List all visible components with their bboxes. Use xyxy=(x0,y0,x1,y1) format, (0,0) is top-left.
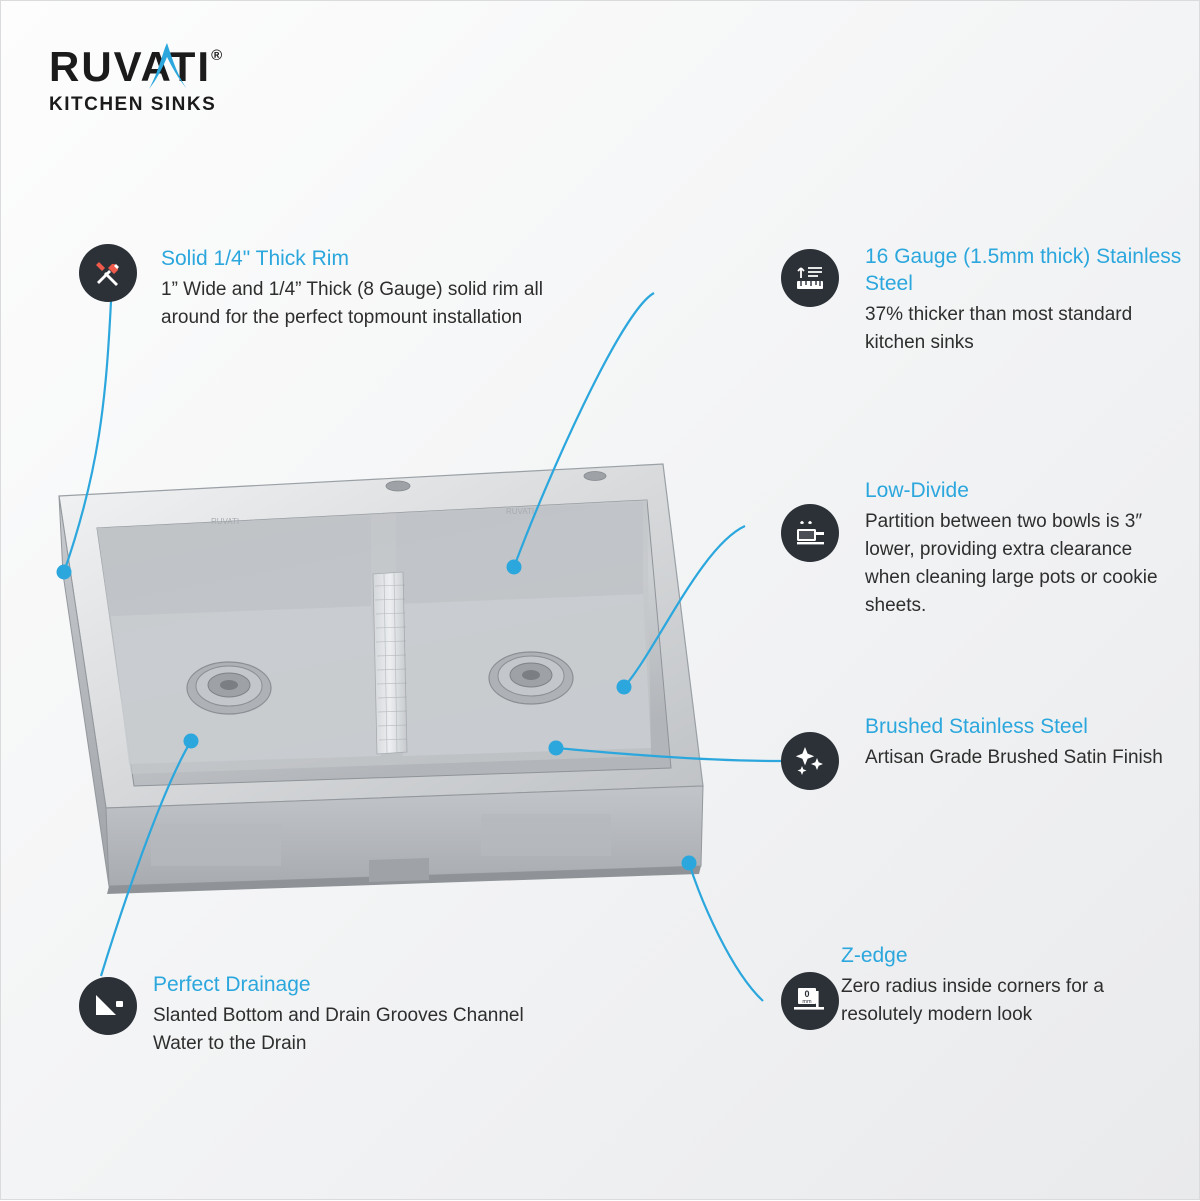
callout-body: Partition between two bowls is 3″ lower, providing extra clearance when cleaning large pots or cookie sheets. xyxy=(865,511,1158,616)
callout-drainage xyxy=(153,971,573,1058)
sparkle-icon xyxy=(781,732,839,790)
callout-body: Zero radius inside corners for a resolutely modern look xyxy=(841,976,1104,1025)
svg-text:0: 0 xyxy=(804,989,810,999)
faucet-hole xyxy=(584,472,606,481)
drain-right xyxy=(489,652,573,704)
callout-title: Perfect Drainage xyxy=(153,973,311,996)
callout-brushed-finish xyxy=(865,713,1165,772)
brand-name-text: RUVATI xyxy=(49,43,212,90)
callout-body: 37% thicker than most standard kitchen sinks xyxy=(865,304,1133,353)
tools-icon xyxy=(79,244,137,302)
callout-z-edge xyxy=(841,942,1141,1029)
svg-text:RUVATI: RUVATI xyxy=(211,517,240,526)
brand-tagline: KITCHEN SINKS xyxy=(49,94,217,115)
registered-mark: ® xyxy=(211,47,225,64)
zero-radius-icon xyxy=(781,972,839,1030)
callout-solid-rim xyxy=(161,245,561,332)
ruler-icon xyxy=(781,249,839,307)
slant-drain-icon xyxy=(79,977,137,1035)
brand-logo xyxy=(49,45,289,116)
divider-icon xyxy=(781,504,839,562)
callout-title: Brushed Stainless Steel xyxy=(865,715,1088,738)
callout-low-divide xyxy=(865,477,1175,620)
callout-body: Artisan Grade Brushed Satin Finish xyxy=(865,747,1163,768)
sink-illustration xyxy=(51,456,711,906)
callout-gauge xyxy=(865,243,1185,357)
brand-name xyxy=(49,45,289,89)
callout-title: Solid 1/4" Thick Rim xyxy=(161,247,349,270)
svg-text:RUVATI: RUVATI xyxy=(506,507,535,516)
callout-title: Z-edge xyxy=(841,944,908,967)
callout-body: Slanted Bottom and Drain Grooves Channel Water to the Drain xyxy=(153,1005,524,1054)
drain-left xyxy=(187,662,271,714)
faucet-hole xyxy=(386,481,410,491)
callout-title: Low-Divide xyxy=(865,479,969,502)
svg-text:mm: mm xyxy=(802,999,812,1005)
callout-title: 16 Gauge (1.5mm thick) Stainless Steel xyxy=(865,245,1182,295)
callout-body: 1” Wide and 1/4” Thick (8 Gauge) solid rim all around for the perfect topmount installation xyxy=(161,279,543,328)
swoosh-icon xyxy=(145,41,191,91)
